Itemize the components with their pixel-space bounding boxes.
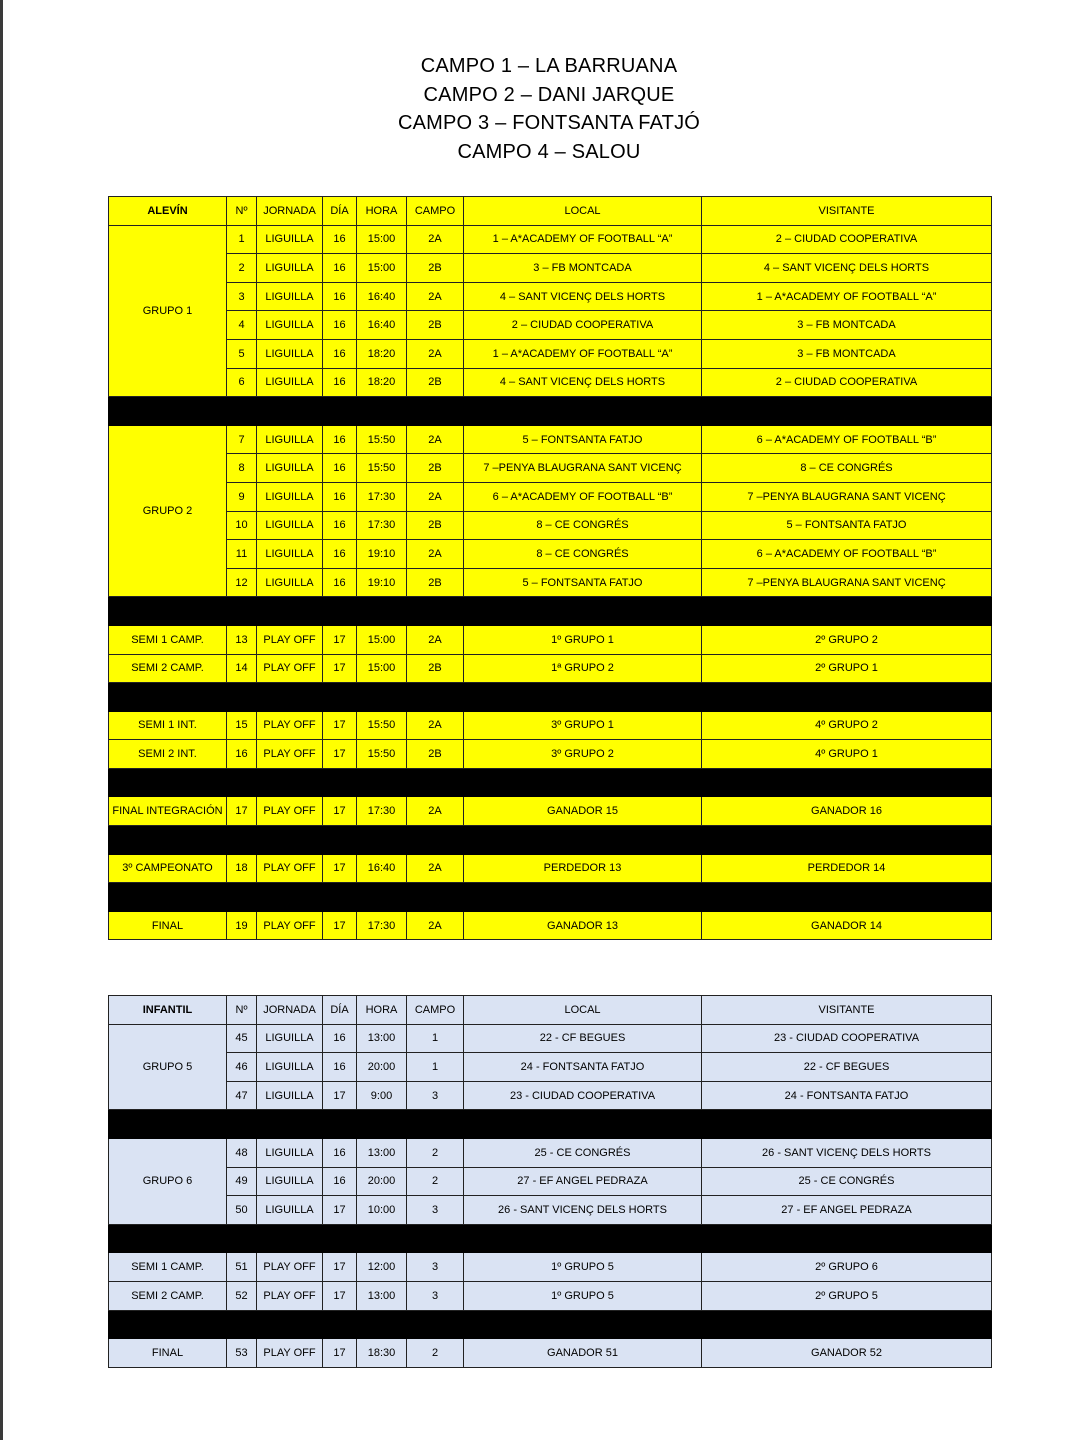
match-number: 7 (227, 425, 257, 454)
match-dia: 16 (323, 339, 357, 368)
match-dia: 16 (323, 482, 357, 511)
table-row (109, 1081, 992, 1110)
separator-row (109, 683, 992, 712)
match-local: 25 - CE CONGRÉS (464, 1138, 702, 1167)
group-label: GRUPO 6 (109, 1138, 227, 1224)
match-visitante: 7 –PENYA BLAUGRANA SANT VICENÇ (702, 482, 992, 511)
match-local: 23 - CIUDAD COOPERATIVA (464, 1081, 702, 1110)
match-campo: 2B (407, 254, 464, 283)
match-number: 45 (227, 1024, 257, 1053)
table-row (109, 282, 992, 311)
match-number: 49 (227, 1167, 257, 1196)
group-label: GRUPO 1 (109, 225, 227, 397)
match-hora: 16:40 (357, 282, 407, 311)
page-edge-shadow (0, 0, 3, 1440)
match-jornada: LIGUILLA (257, 1053, 323, 1082)
infantil-schedule-table (108, 995, 992, 1368)
match-visitante: 4º GRUPO 1 (702, 740, 992, 769)
table-row (109, 254, 992, 283)
match-number: 11 (227, 540, 257, 569)
header-local: LOCAL (464, 996, 702, 1025)
match-campo: 2A (407, 540, 464, 569)
campos-legend (0, 52, 1080, 166)
table-row (109, 482, 992, 511)
match-jornada: LIGUILLA (257, 1167, 323, 1196)
match-local: 1º GRUPO 1 (464, 625, 702, 654)
header-dia: DÍA (323, 197, 357, 226)
match-jornada: LIGUILLA (257, 311, 323, 340)
match-campo: 2A (407, 625, 464, 654)
match-dia: 17 (323, 625, 357, 654)
match-number: 18 (227, 854, 257, 883)
match-visitante: 26 - SANT VICENÇ DELS HORTS (702, 1138, 992, 1167)
match-dia: 16 (323, 282, 357, 311)
match-visitante: 3 – FB MONTCADA (702, 311, 992, 340)
match-visitante: 2 – CIUDAD COOPERATIVA (702, 368, 992, 397)
match-dia: 16 (323, 1053, 357, 1082)
table-row (109, 854, 992, 883)
match-local: 22 - CF BEGUES (464, 1024, 702, 1053)
match-visitante: 23 - CIUDAD COOPERATIVA (702, 1024, 992, 1053)
match-hora: 20:00 (357, 1053, 407, 1082)
match-hora: 16:40 (357, 311, 407, 340)
match-hora: 13:00 (357, 1024, 407, 1053)
table-row (109, 368, 992, 397)
separator-row (109, 1310, 992, 1339)
round-label: SEMI 1 CAMP. (109, 625, 227, 654)
match-campo: 2A (407, 911, 464, 940)
match-number: 17 (227, 797, 257, 826)
table-row (109, 911, 992, 940)
match-jornada: LIGUILLA (257, 1196, 323, 1225)
match-jornada: LIGUILLA (257, 540, 323, 569)
match-number: 19 (227, 911, 257, 940)
match-number: 5 (227, 339, 257, 368)
alevin-header-row (109, 197, 992, 226)
match-local: 1ª GRUPO 2 (464, 654, 702, 683)
header-dia: DÍA (323, 996, 357, 1025)
match-number: 10 (227, 511, 257, 540)
match-visitante: 22 - CF BEGUES (702, 1053, 992, 1082)
match-visitante: 8 – CE CONGRÉS (702, 454, 992, 483)
header-visitante: VISITANTE (702, 197, 992, 226)
match-number: 53 (227, 1339, 257, 1368)
table-row (109, 568, 992, 597)
match-local: 6 – A*ACADEMY OF FOOTBALL “B” (464, 482, 702, 511)
match-dia: 17 (323, 911, 357, 940)
table-row (109, 1253, 992, 1282)
match-campo: 3 (407, 1281, 464, 1310)
match-campo: 2 (407, 1138, 464, 1167)
match-campo: 1 (407, 1053, 464, 1082)
match-hora: 17:30 (357, 482, 407, 511)
match-dia: 17 (323, 654, 357, 683)
table-row (109, 1167, 992, 1196)
match-jornada: LIGUILLA (257, 511, 323, 540)
table-row (109, 1024, 992, 1053)
match-local: GANADOR 15 (464, 797, 702, 826)
group-label: GRUPO 2 (109, 425, 227, 597)
match-visitante: 2º GRUPO 2 (702, 625, 992, 654)
table-row (109, 711, 992, 740)
match-visitante: GANADOR 52 (702, 1339, 992, 1368)
match-hora: 15:50 (357, 711, 407, 740)
table-row (109, 740, 992, 769)
match-local: 3 – FB MONTCADA (464, 254, 702, 283)
match-local: 1 – A*ACADEMY OF FOOTBALL “A” (464, 339, 702, 368)
separator-bar (109, 883, 992, 912)
round-label: 3º CAMPEONATO (109, 854, 227, 883)
match-number: 8 (227, 454, 257, 483)
match-campo: 2A (407, 225, 464, 254)
match-number: 47 (227, 1081, 257, 1110)
separator-row (109, 883, 992, 912)
match-visitante: 25 - CE CONGRÉS (702, 1167, 992, 1196)
match-local: 1º GRUPO 5 (464, 1253, 702, 1282)
match-visitante: 5 – FONTSANTA FATJO (702, 511, 992, 540)
match-dia: 17 (323, 797, 357, 826)
match-hora: 13:00 (357, 1138, 407, 1167)
match-jornada: LIGUILLA (257, 1081, 323, 1110)
match-dia: 16 (323, 454, 357, 483)
match-local: 5 – FONTSANTA FATJO (464, 568, 702, 597)
match-local: PERDEDOR 13 (464, 854, 702, 883)
separator-bar (109, 597, 992, 626)
match-number: 51 (227, 1253, 257, 1282)
match-dia: 17 (323, 1253, 357, 1282)
table-row (109, 225, 992, 254)
match-number: 15 (227, 711, 257, 740)
table-row (109, 1196, 992, 1225)
match-local: 4 – SANT VICENÇ DELS HORTS (464, 368, 702, 397)
match-local: 26 - SANT VICENÇ DELS HORTS (464, 1196, 702, 1225)
match-campo: 2A (407, 854, 464, 883)
header-category: INFANTIL (109, 996, 227, 1025)
match-dia: 17 (323, 1081, 357, 1110)
campo-3-title: CAMPO 3 – FONTSANTA FATJÓ (397, 112, 701, 134)
match-visitante: 2 – CIUDAD COOPERATIVA (702, 225, 992, 254)
match-number: 3 (227, 282, 257, 311)
match-campo: 2 (407, 1167, 464, 1196)
match-jornada: PLAY OFF (257, 740, 323, 769)
table-row (109, 1053, 992, 1082)
match-dia: 16 (323, 225, 357, 254)
match-dia: 17 (323, 711, 357, 740)
separator-bar (109, 1224, 992, 1253)
match-dia: 16 (323, 368, 357, 397)
match-local: 24 - FONTSANTA FATJO (464, 1053, 702, 1082)
match-hora: 10:00 (357, 1196, 407, 1225)
match-dia: 16 (323, 254, 357, 283)
match-hora: 20:00 (357, 1167, 407, 1196)
match-number: 12 (227, 568, 257, 597)
match-dia: 16 (323, 311, 357, 340)
match-number: 46 (227, 1053, 257, 1082)
match-hora: 18:20 (357, 368, 407, 397)
match-campo: 2 (407, 1339, 464, 1368)
match-hora: 18:20 (357, 339, 407, 368)
match-campo: 2B (407, 454, 464, 483)
match-dia: 16 (323, 1024, 357, 1053)
table-row (109, 1339, 992, 1368)
header-category: ALEVÍN (109, 197, 227, 226)
match-campo: 2A (407, 711, 464, 740)
match-hora: 15:50 (357, 425, 407, 454)
match-local: 8 – CE CONGRÉS (464, 511, 702, 540)
match-jornada: LIGUILLA (257, 568, 323, 597)
match-dia: 16 (323, 425, 357, 454)
match-local: 27 - EF ANGEL PEDRAZA (464, 1167, 702, 1196)
round-label: FINAL INTEGRACIÓN (109, 797, 227, 826)
match-dia: 17 (323, 854, 357, 883)
match-local: 8 – CE CONGRÉS (464, 540, 702, 569)
match-visitante: 24 - FONTSANTA FATJO (702, 1081, 992, 1110)
table-row (109, 625, 992, 654)
table-row (109, 540, 992, 569)
match-dia: 17 (323, 1339, 357, 1368)
separator-bar (109, 826, 992, 855)
match-hora: 15:50 (357, 454, 407, 483)
table-row (109, 311, 992, 340)
header-visitante: VISITANTE (702, 996, 992, 1025)
match-visitante: PERDEDOR 14 (702, 854, 992, 883)
match-visitante: GANADOR 14 (702, 911, 992, 940)
match-local: 3º GRUPO 2 (464, 740, 702, 769)
campo-4-title: CAMPO 4 – SALOU (457, 140, 641, 163)
round-label: SEMI 2 CAMP. (109, 1281, 227, 1310)
match-jornada: PLAY OFF (257, 654, 323, 683)
match-dia: 16 (323, 540, 357, 569)
match-hora: 19:10 (357, 568, 407, 597)
table-row (109, 339, 992, 368)
match-jornada: LIGUILLA (257, 482, 323, 511)
header-hora: HORA (357, 197, 407, 226)
match-jornada: PLAY OFF (257, 797, 323, 826)
match-hora: 18:30 (357, 1339, 407, 1368)
header-campo: CAMPO (407, 197, 464, 226)
table-row (109, 1138, 992, 1167)
header-local: LOCAL (464, 197, 702, 226)
match-number: 14 (227, 654, 257, 683)
table-row (109, 425, 992, 454)
match-hora: 19:10 (357, 540, 407, 569)
match-local: 7 –PENYA BLAUGRANA SANT VICENÇ (464, 454, 702, 483)
separator-row (109, 597, 992, 626)
round-label: SEMI 1 CAMP. (109, 1253, 227, 1282)
header-campo: CAMPO (407, 996, 464, 1025)
match-jornada: LIGUILLA (257, 225, 323, 254)
match-dia: 16 (323, 1167, 357, 1196)
match-dia: 17 (323, 1281, 357, 1310)
match-campo: 3 (407, 1253, 464, 1282)
match-visitante: 2º GRUPO 5 (702, 1281, 992, 1310)
match-hora: 9:00 (357, 1081, 407, 1110)
match-number: 52 (227, 1281, 257, 1310)
match-jornada: LIGUILLA (257, 368, 323, 397)
header-number: Nº (227, 996, 257, 1025)
match-hora: 12:00 (357, 1253, 407, 1282)
match-number: 13 (227, 625, 257, 654)
match-dia: 17 (323, 740, 357, 769)
match-number: 9 (227, 482, 257, 511)
header-jornada: JORNADA (257, 197, 323, 226)
match-campo: 2B (407, 368, 464, 397)
match-visitante: GANADOR 16 (702, 797, 992, 826)
match-visitante: 6 – A*ACADEMY OF FOOTBALL “B” (702, 425, 992, 454)
match-number: 50 (227, 1196, 257, 1225)
match-campo: 3 (407, 1081, 464, 1110)
match-jornada: LIGUILLA (257, 1024, 323, 1053)
match-jornada: LIGUILLA (257, 425, 323, 454)
match-hora: 17:30 (357, 511, 407, 540)
campo-2-title: CAMPO 2 – DANI JARQUE (423, 83, 675, 106)
match-local: GANADOR 13 (464, 911, 702, 940)
match-campo: 2B (407, 568, 464, 597)
round-label: SEMI 2 CAMP. (109, 654, 227, 683)
table-row (109, 654, 992, 683)
separator-bar (109, 1310, 992, 1339)
separator-bar (109, 683, 992, 712)
header-number: Nº (227, 197, 257, 226)
match-number: 48 (227, 1138, 257, 1167)
match-hora: 17:30 (357, 797, 407, 826)
round-label: FINAL (109, 911, 227, 940)
separator-bar (109, 1110, 992, 1139)
match-jornada: PLAY OFF (257, 625, 323, 654)
match-campo: 2A (407, 425, 464, 454)
match-local: 5 – FONTSANTA FATJO (464, 425, 702, 454)
table-row (109, 511, 992, 540)
match-campo: 2A (407, 797, 464, 826)
match-hora: 15:00 (357, 625, 407, 654)
match-hora: 15:00 (357, 654, 407, 683)
match-number: 4 (227, 311, 257, 340)
match-jornada: PLAY OFF (257, 711, 323, 740)
match-visitante: 7 –PENYA BLAUGRANA SANT VICENÇ (702, 568, 992, 597)
round-label: SEMI 2 INT. (109, 740, 227, 769)
separator-bar (109, 768, 992, 797)
infantil-header-row (109, 996, 992, 1025)
match-jornada: LIGUILLA (257, 454, 323, 483)
match-hora: 15:00 (357, 225, 407, 254)
match-local: 2 – CIUDAD COOPERATIVA (464, 311, 702, 340)
match-campo: 1 (407, 1024, 464, 1053)
match-visitante: 1 – A*ACADEMY OF FOOTBALL “A” (702, 282, 992, 311)
match-campo: 2A (407, 339, 464, 368)
match-jornada: LIGUILLA (257, 282, 323, 311)
match-jornada: PLAY OFF (257, 1339, 323, 1368)
group-label: GRUPO 5 (109, 1024, 227, 1110)
match-number: 16 (227, 740, 257, 769)
match-jornada: LIGUILLA (257, 254, 323, 283)
match-jornada: PLAY OFF (257, 854, 323, 883)
separator-row (109, 1224, 992, 1253)
match-jornada: LIGUILLA (257, 1138, 323, 1167)
match-number: 6 (227, 368, 257, 397)
match-local: GANADOR 51 (464, 1339, 702, 1368)
table-row (109, 1281, 992, 1310)
match-jornada: PLAY OFF (257, 911, 323, 940)
match-local: 3º GRUPO 1 (464, 711, 702, 740)
match-hora: 15:50 (357, 740, 407, 769)
match-number: 2 (227, 254, 257, 283)
round-label: FINAL (109, 1339, 227, 1368)
round-label: SEMI 1 INT. (109, 711, 227, 740)
match-visitante: 4º GRUPO 2 (702, 711, 992, 740)
table-row (109, 454, 992, 483)
separator-row (109, 768, 992, 797)
match-number: 1 (227, 225, 257, 254)
match-hora: 17:30 (357, 911, 407, 940)
match-dia: 17 (323, 1196, 357, 1225)
match-local: 1 – A*ACADEMY OF FOOTBALL “A” (464, 225, 702, 254)
header-jornada: JORNADA (257, 996, 323, 1025)
match-hora: 13:00 (357, 1281, 407, 1310)
match-visitante: 2º GRUPO 1 (702, 654, 992, 683)
campo-1-title: CAMPO 1 – LA BARRUANA (420, 55, 678, 77)
match-dia: 16 (323, 568, 357, 597)
match-visitante: 27 - EF ANGEL PEDRAZA (702, 1196, 992, 1225)
match-hora: 15:00 (357, 254, 407, 283)
header-hora: HORA (357, 996, 407, 1025)
separator-row (109, 1110, 992, 1139)
separator-row (109, 397, 992, 426)
table-row (109, 797, 992, 826)
separator-row (109, 826, 992, 855)
match-visitante: 3 – FB MONTCADA (702, 339, 992, 368)
match-visitante: 6 – A*ACADEMY OF FOOTBALL “B” (702, 540, 992, 569)
match-visitante: 4 – SANT VICENÇ DELS HORTS (702, 254, 992, 283)
alevin-schedule-table (108, 196, 992, 940)
separator-bar (109, 397, 992, 426)
match-campo: 2B (407, 311, 464, 340)
match-local: 4 – SANT VICENÇ DELS HORTS (464, 282, 702, 311)
match-jornada: LIGUILLA (257, 339, 323, 368)
match-campo: 2A (407, 482, 464, 511)
match-hora: 16:40 (357, 854, 407, 883)
match-visitante: 2º GRUPO 6 (702, 1253, 992, 1282)
match-dia: 16 (323, 1138, 357, 1167)
match-campo: 2B (407, 511, 464, 540)
match-jornada: PLAY OFF (257, 1281, 323, 1310)
match-campo: 2B (407, 654, 464, 683)
match-campo: 2A (407, 282, 464, 311)
match-dia: 16 (323, 511, 357, 540)
match-jornada: PLAY OFF (257, 1253, 323, 1282)
match-local: 1º GRUPO 5 (464, 1281, 702, 1310)
match-campo: 3 (407, 1196, 464, 1225)
match-campo: 2B (407, 740, 464, 769)
